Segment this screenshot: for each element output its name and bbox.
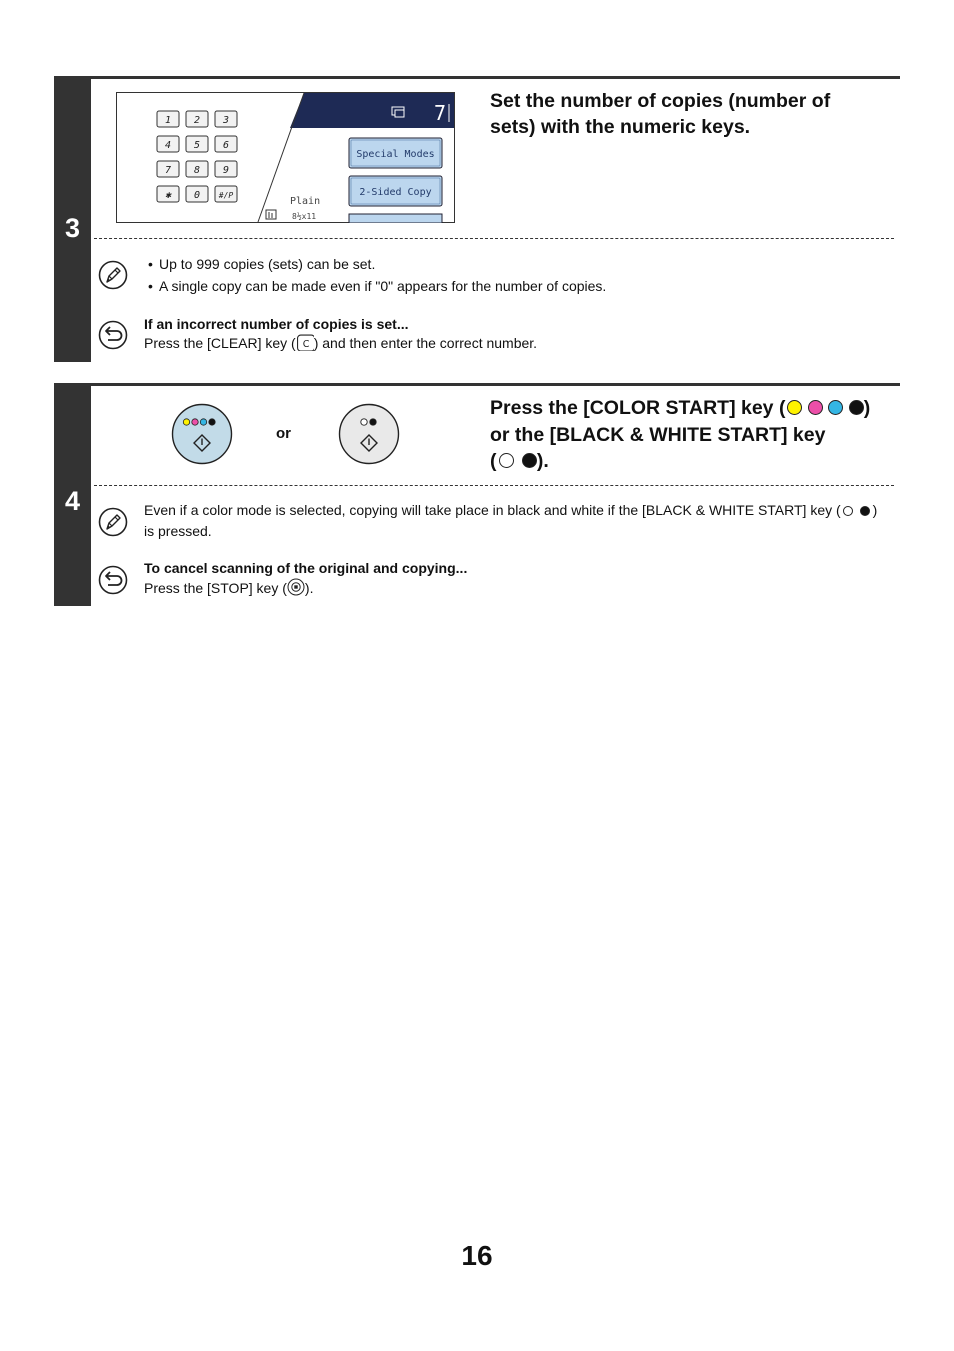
keypad-key[interactable] bbox=[186, 136, 208, 152]
keypad-key[interactable] bbox=[186, 186, 208, 202]
step-4-tip-title: To cancel scanning of the original and copying... bbox=[144, 560, 468, 576]
keypad-key[interactable] bbox=[157, 186, 179, 202]
bw-dots-small-icon bbox=[841, 501, 870, 521]
tip-text-after: ) and then enter the correct number. bbox=[313, 335, 538, 351]
keypad-key-label: 9 bbox=[222, 165, 230, 176]
list-item: • A single copy can be made even if "0" appears for the number of copies. bbox=[144, 276, 884, 297]
keypad-key[interactable] bbox=[215, 161, 237, 177]
heading-text-c: ( bbox=[490, 450, 497, 472]
step-3-top-rule bbox=[91, 76, 900, 79]
keypad-key[interactable] bbox=[186, 111, 208, 127]
step-4-divider bbox=[94, 485, 894, 486]
step-4-number-label: 4 bbox=[64, 486, 81, 516]
two-sided-copy-label: 2-Sided Copy bbox=[359, 187, 432, 198]
step-3-notes bbox=[144, 254, 884, 297]
step-3-divider bbox=[94, 238, 894, 239]
step-4-note-line-2: is pressed. bbox=[144, 523, 212, 539]
special-modes-button[interactable] bbox=[349, 138, 442, 168]
step-4 bbox=[54, 383, 900, 606]
bw-dots-icon bbox=[497, 449, 537, 475]
keypad-key-label: 1 bbox=[164, 115, 172, 126]
paper-size-label: 8½x11 bbox=[292, 212, 317, 221]
color-start-key-icon[interactable] bbox=[170, 402, 234, 466]
return-arrow-icon bbox=[98, 565, 128, 595]
keypad-key[interactable] bbox=[215, 111, 237, 127]
step-4-top-rule bbox=[91, 383, 900, 386]
step-number-3 bbox=[54, 76, 91, 362]
step-3-tip-body bbox=[144, 334, 884, 353]
pencil-note-icon bbox=[98, 507, 128, 537]
page-number: 16 bbox=[461, 1240, 493, 1271]
stop-key-icon bbox=[287, 578, 305, 596]
note-text-after: ) bbox=[872, 502, 878, 518]
keypad-key[interactable] bbox=[186, 161, 208, 177]
step-3-number-label: 3 bbox=[64, 213, 81, 243]
or-label: or bbox=[276, 425, 291, 442]
step-4-heading-line-1 bbox=[490, 395, 900, 422]
color-dots-icon bbox=[785, 396, 863, 422]
keypad-key-label: 3 bbox=[222, 115, 230, 126]
keypad-key[interactable] bbox=[215, 186, 237, 202]
step-3-heading-line-2: sets) with the numeric keys. bbox=[490, 116, 751, 138]
copy-count-display: 7 bbox=[434, 101, 447, 125]
keypad-key-label: 8 bbox=[193, 165, 201, 176]
keypad-key-label: 7 bbox=[164, 165, 172, 176]
step-3-tip-title: If an incorrect number of copies is set... bbox=[144, 316, 409, 332]
partial-third-button[interactable] bbox=[349, 214, 442, 223]
step-4-note-line-1 bbox=[144, 500, 894, 521]
keypad-key[interactable] bbox=[215, 136, 237, 152]
heading-text-b: ) bbox=[863, 397, 871, 419]
keypad-key-label: 2 bbox=[193, 115, 201, 126]
step-4-heading-line-3 bbox=[490, 448, 900, 475]
keypad-key-label: 0 bbox=[193, 190, 201, 201]
heading-text-d: ). bbox=[536, 450, 549, 472]
step-4-heading-line-2: or the [BLACK & WHITE START] key bbox=[490, 424, 826, 446]
keypad-key-label: ✱ bbox=[164, 190, 172, 201]
heading-text-a: Press the [COLOR START] key ( bbox=[490, 397, 786, 419]
two-sided-copy-button[interactable] bbox=[349, 176, 442, 206]
operation-panel-svg bbox=[116, 92, 456, 223]
operation-panel-illustration bbox=[116, 92, 456, 223]
step-number-4 bbox=[54, 383, 91, 606]
tip-text-after: ). bbox=[304, 580, 314, 596]
keypad-key-label: 4 bbox=[164, 140, 172, 151]
step-4-tip-body bbox=[144, 578, 884, 598]
step-3 bbox=[54, 76, 900, 362]
pencil-note-icon bbox=[98, 260, 128, 290]
tip-text-before: Press the [STOP] key ( bbox=[144, 580, 287, 596]
paper-type-label: Plain bbox=[290, 196, 321, 207]
step-3-tip bbox=[144, 315, 884, 353]
keypad-key-label: #/P bbox=[218, 191, 234, 200]
bw-start-key-icon[interactable] bbox=[337, 402, 401, 466]
step-3-heading-line-1: Set the number of copies (number of bbox=[490, 90, 831, 112]
clear-key-icon bbox=[296, 334, 314, 351]
keypad-key-label: 6 bbox=[222, 140, 230, 151]
list-item: • Up to 999 copies (sets) can be set. bbox=[144, 254, 884, 275]
keypad-key[interactable] bbox=[157, 111, 179, 127]
keypad-key[interactable] bbox=[157, 136, 179, 152]
step-3-bullet-list bbox=[144, 254, 884, 297]
note-text-before: Even if a color mode is selected, copying will take place in black and white if the [BLACK & WHITE START] key ( bbox=[144, 502, 841, 518]
step-4-note bbox=[144, 500, 894, 541]
keypad-key-label: 5 bbox=[193, 140, 201, 151]
step-4-heading bbox=[490, 395, 900, 475]
special-modes-label: Special Modes bbox=[356, 149, 435, 160]
return-arrow-icon bbox=[98, 320, 128, 350]
clear-key-glyph: C bbox=[302, 338, 310, 350]
keypad-key[interactable] bbox=[157, 161, 179, 177]
tip-text-before: Press the [CLEAR] key ( bbox=[144, 335, 296, 351]
step-4-tip bbox=[144, 559, 884, 598]
step-3-heading bbox=[490, 88, 890, 140]
